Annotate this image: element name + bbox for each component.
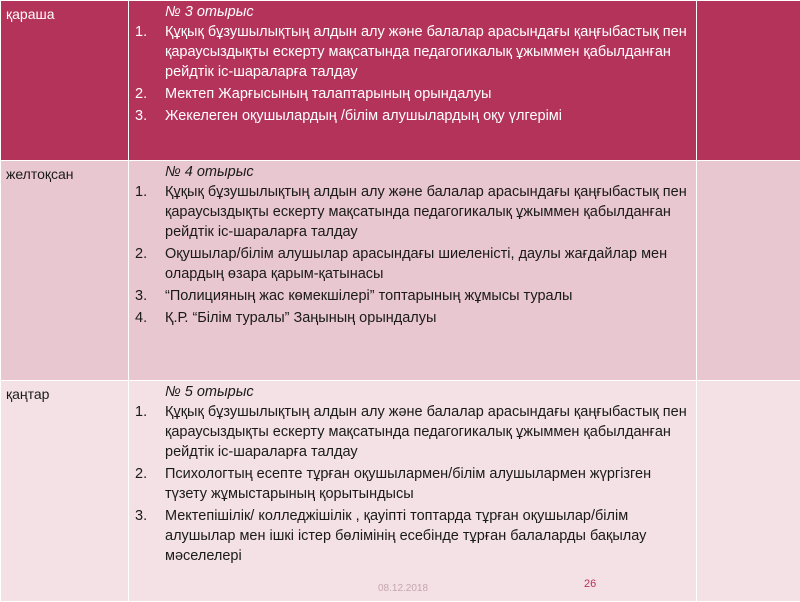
- agenda-cell: [129, 161, 697, 381]
- session-title: № 3 отырыс: [135, 4, 688, 22]
- item-number: 3.: [135, 506, 159, 526]
- notes-cell: [697, 381, 800, 602]
- agenda-list: [135, 402, 688, 566]
- list-item: [135, 506, 688, 566]
- month-cell: [1, 1, 129, 161]
- item-text: Оқушылар/білім алушылар арасындағы шиеленісті, даулы жағдайлар мен олардың өзара қарым-қатынасы: [165, 246, 667, 282]
- item-number: 3.: [135, 286, 159, 306]
- footer-date: 08.12.2018: [378, 583, 428, 594]
- list-item: [135, 84, 688, 104]
- item-number: 1.: [135, 402, 159, 422]
- month-cell: [1, 161, 129, 381]
- item-text: Мектепішілік/ колледжішілік , қауіпті топтарда тұрған оқушылар/білім алушылар мен ішкі істер бөлімінің есебінде тұрған балаларды бақылау мәселелері: [165, 508, 646, 564]
- agenda-list: [135, 182, 688, 328]
- item-number: 1.: [135, 182, 159, 202]
- month-label: қаңтар: [1, 381, 128, 402]
- item-number: 3.: [135, 106, 159, 126]
- item-text: Құқық бұзушылықтың алдын алу және балалар арасындағы қаңғыбастық пен қараусыздықты ескерту мақсатында педагогикалық ұжыммен қабылданған рейдтік іс-шараларға талдау: [165, 184, 687, 240]
- table-row: [1, 161, 800, 381]
- month-cell: [1, 381, 129, 602]
- page-number: 26: [584, 578, 596, 590]
- list-item: [135, 286, 688, 306]
- agenda-cell: [129, 1, 697, 161]
- item-text: Қ.Р. “Білім туралы” Заңының орындалуы: [165, 310, 436, 326]
- session-title: № 4 отырыс: [135, 164, 688, 182]
- list-item: [135, 22, 688, 82]
- notes-cell: [697, 161, 800, 381]
- notes-cell: [697, 1, 800, 161]
- list-item: [135, 182, 688, 242]
- item-number: 1.: [135, 22, 159, 42]
- table-row: [1, 1, 800, 161]
- item-text: Құқық бұзушылықтың алдын алу және балалар арасындағы қаңғыбастық пен қараусыздықты ескерту мақсатында педагогикалық ұжыммен қабылданған рейдтік іс-шараларға талдау: [165, 24, 687, 80]
- item-text: “Полицияның жас көмекшілері” топтарының жұмысы туралы: [165, 288, 572, 304]
- list-item: [135, 402, 688, 462]
- session-title: № 5 отырыс: [135, 384, 688, 402]
- item-number: 2.: [135, 244, 159, 264]
- item-text: Жекелеген оқушылардың /білім алушылардың оқу үлгерімі: [165, 108, 562, 124]
- agenda-cell: [129, 381, 697, 602]
- list-item: [135, 308, 688, 328]
- list-item: [135, 106, 688, 126]
- item-number: 4.: [135, 308, 159, 328]
- month-label: желтоқсан: [1, 161, 128, 182]
- list-item: [135, 464, 688, 504]
- item-text: Құқық бұзушылықтың алдын алу және балалар арасындағы қаңғыбастық пен қараусыздықты ескерту мақсатында педагогикалық ұжыммен қабылданған рейдтік іс-шараларға талдау: [165, 404, 687, 460]
- list-item: [135, 244, 688, 284]
- item-text: Психологтың есепте тұрған оқушылармен/білім алушылармен жүргізген түзету жұмыстарының қорытындысы: [165, 466, 651, 502]
- item-number: 2.: [135, 464, 159, 484]
- month-label: қараша: [1, 1, 128, 22]
- table-row: [1, 381, 800, 602]
- agenda-list: [135, 22, 688, 126]
- item-number: 2.: [135, 84, 159, 104]
- item-text: Мектеп Жарғысының талаптарының орындалуы: [165, 86, 491, 102]
